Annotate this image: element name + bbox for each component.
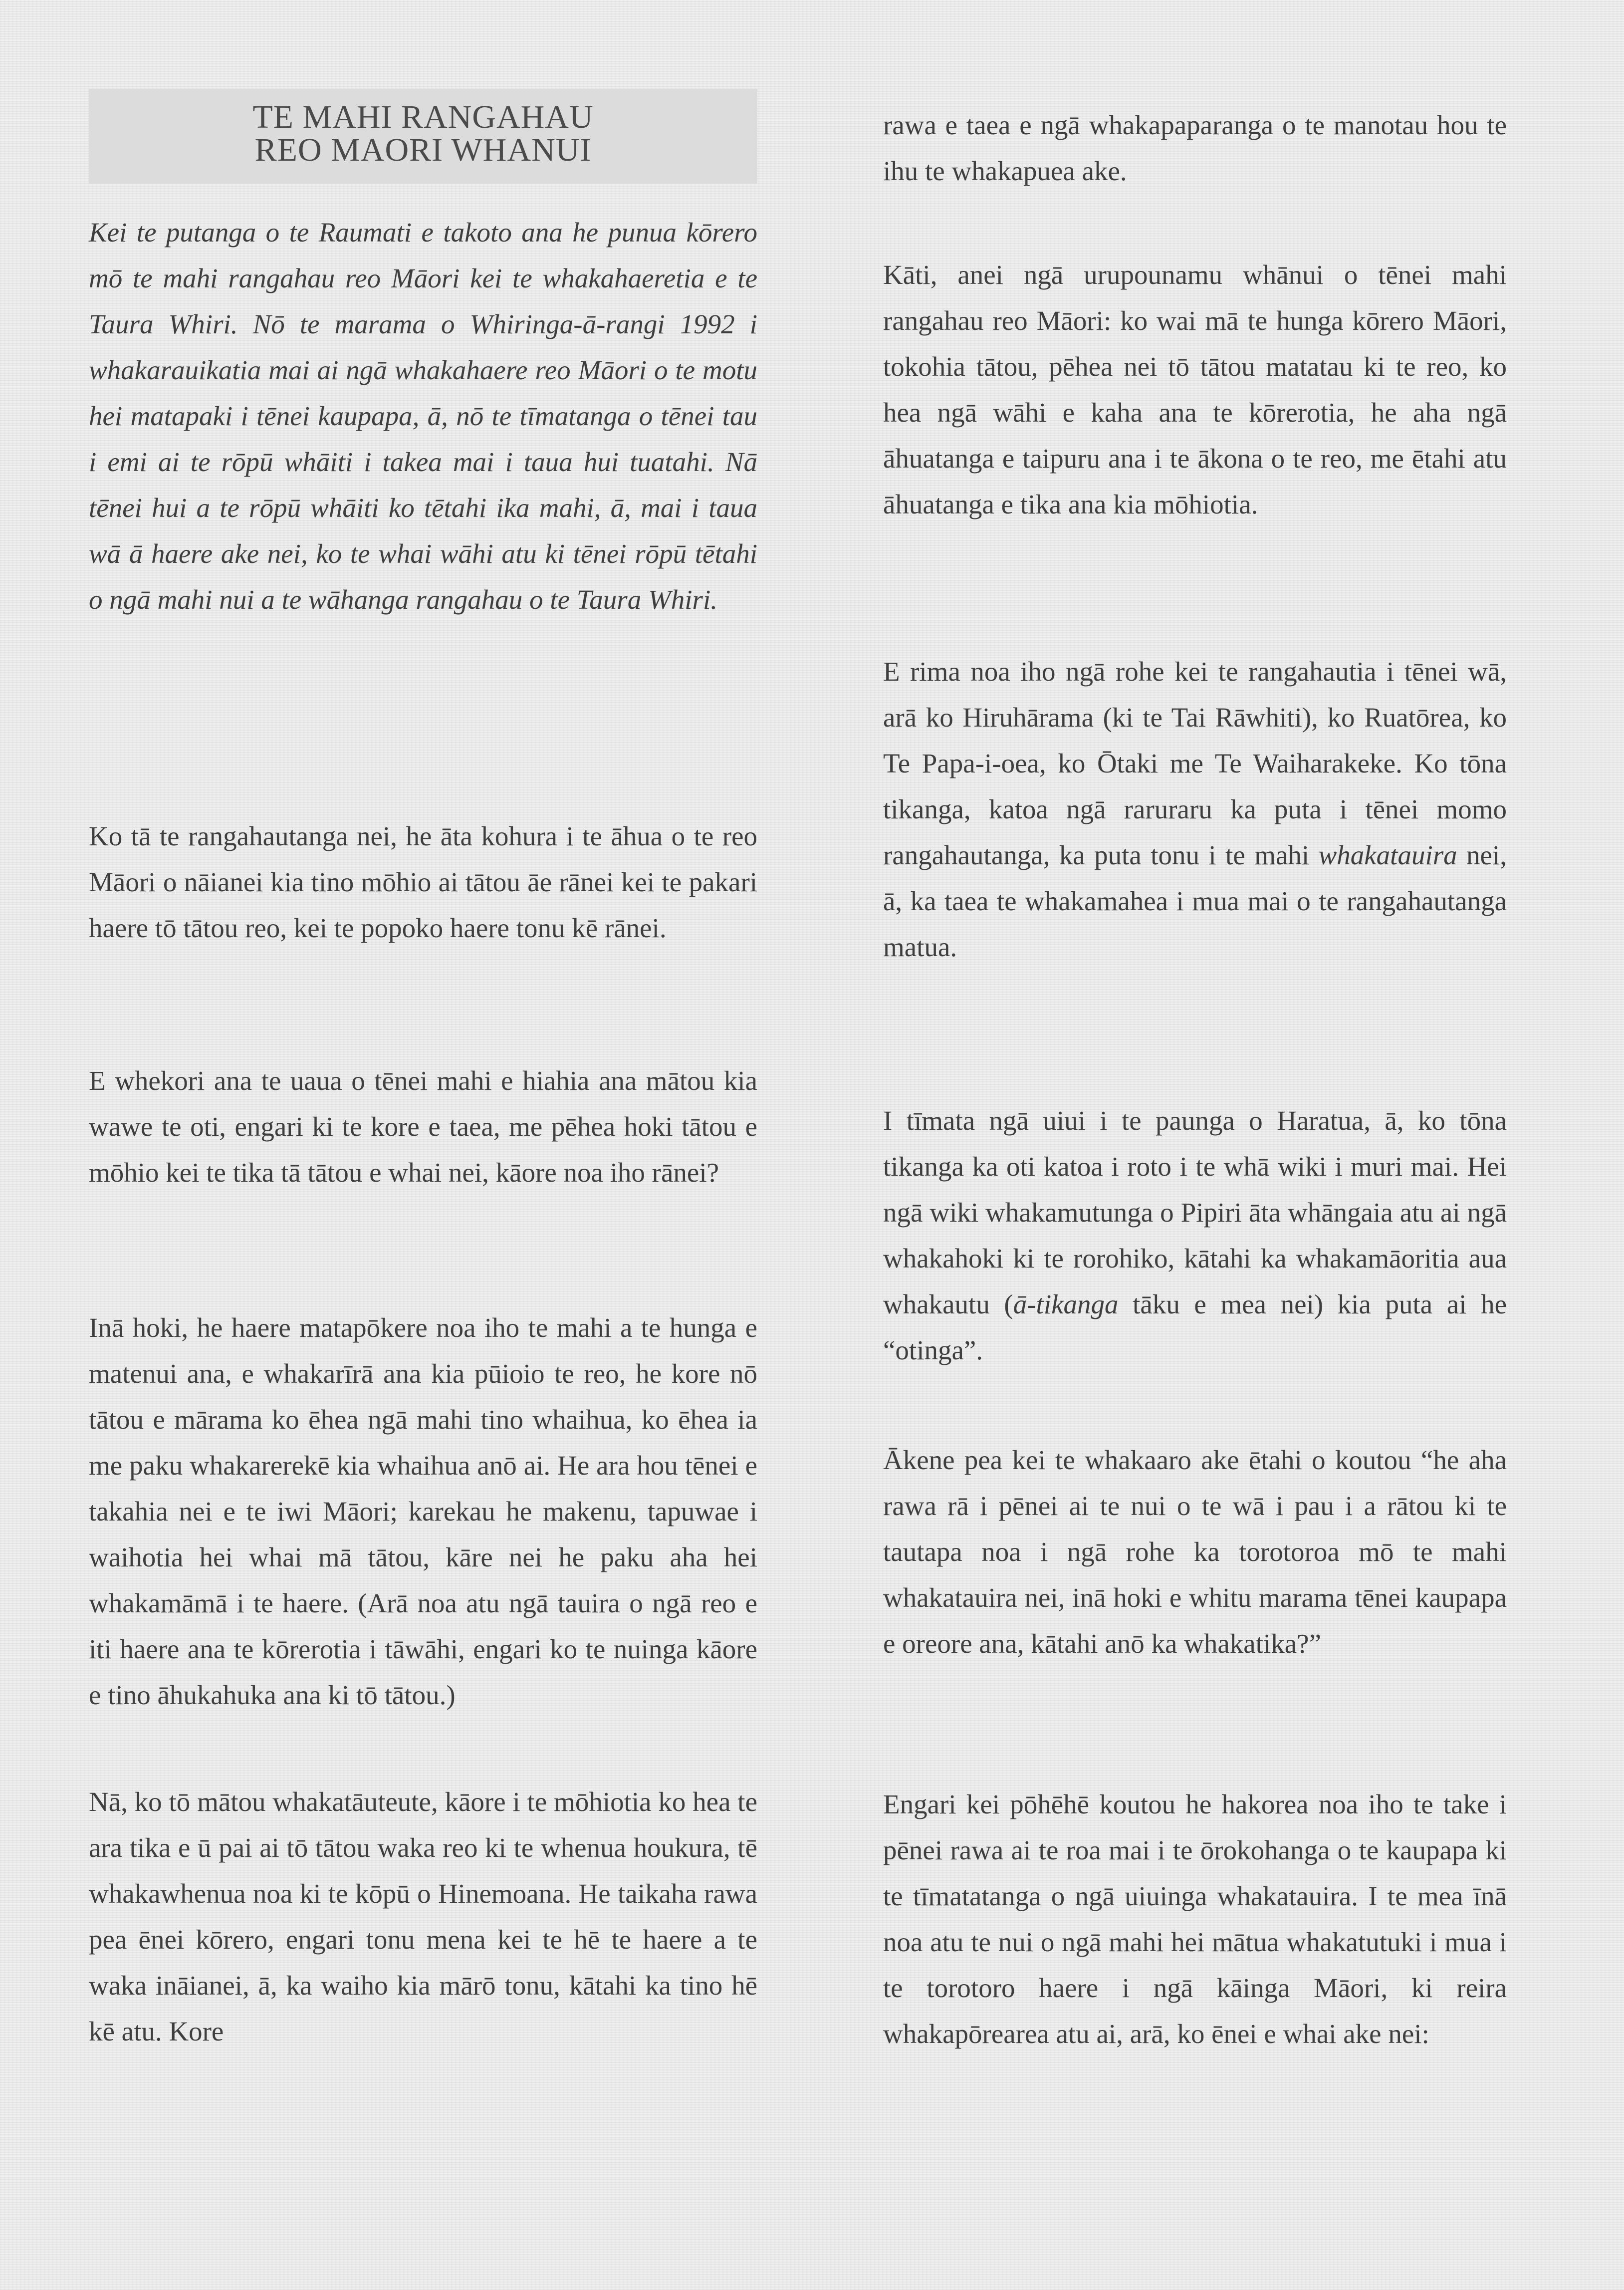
title-line-2: REO MAORI WHANUI — [254, 132, 592, 168]
paragraph-right-4 — [883, 1098, 1507, 1373]
paragraph-left-1: Ko tā te rangahautanga nei, he āta kohura i te āhua o te reo Māori o nāianei kia tino mōhio ai tātou āe rānei kei te pakari haere tō tātou reo, kei te popoko haere tonu kē rānei. — [89, 821, 757, 943]
paragraph-right-4-text: I tīmata ngā uiui i te paunga o Haratua, ā, ko tōna tikanga ka oti katoa i roto i te whā wiki i muri mai. Hei ngā wiki whakamutunga o Pipiri āta whāngaia atu ai ngā whakahoki ki te rorohiko, kātahi ka whakamāoritia aua whakautu ( — [883, 1105, 1507, 1319]
title-line-1: TE MAHI RANGAHAU — [252, 99, 594, 135]
paragraph-left-2: E whekori ana te uaua o tēnei mahi e hiahia ana mātou kia wawe te oti, engari ki te kore e taea, me pēhea hoki tātou e mōhio kei te tika tā tātou e whai nei, kāore noa iho rānei? — [89, 1065, 757, 1188]
emphasis-whakatauira: whakatauira — [1318, 840, 1457, 870]
paragraph-right-2: Kāti, anei ngā urupounamu whānui o tēnei mahi rangahau reo Māori: ko wai mā te hunga kōrero Māori, tokohia tātou, pēhea nei tō tātou matatau ki te reo, ko hea ngā wāhi e kaha ana te kōrerotia, he aha ngā āhuatanga e taipuru ana i te ākona o te reo, me ētahi atu āhuatanga e tika ana kia mōhiotia. — [883, 259, 1507, 519]
paragraph-right-1: rawa e taea e ngā whakapaparanga o te manotau hou te ihu te whakapuea ake. — [883, 110, 1507, 186]
emphasis-a-tikanga: ā-tikanga — [1013, 1289, 1119, 1319]
paragraph-right-3 — [883, 649, 1507, 970]
paragraph-left-4: Nā, ko tō mātou whakatāuteute, kāore i te mōhiotia ko hea te ara tika e ū pai ai tō tātou waka reo ki te whenua houkura, tē whakawhenua noa ki te kōpū o Hinemoana. He taikaha rawa pea ēnei kōrero, engari tonu mena kei te hē te haere a te waka ināianei, ā, ka waiho kia mārō tonu, kātahi ka tino hē kē atu. Kore — [89, 1786, 757, 2046]
paragraph-right-4-end: tāku e mea nei) kia puta ai he “otinga”. — [883, 1289, 1507, 1365]
title-banner — [89, 89, 757, 184]
paragraph-left-3: Inā hoki, he haere matapōkere noa iho te mahi a te hunga e matenui ana, e whakarīrā ana kia pūioio te reo, he kore nō tātou e mārama ko ēhea ngā mahi tino whaihua, ko ēhea ia me paku whakarerekē kia whaihua anō ai. He ara hou tēnei e takahia nei e te iwi Māori; karekau he makenu, tapuwae i waihotia hei whai mā tātou, kāre nei he paku aha hei whakamāmā i te haere. (Arā noa atu ngā tauira o ngā reo e iti haere ana te kōrerotia i tāwāhi, engari ko te nuinga kāore e tino āhukahuka ana ki tō tātou.) — [89, 1312, 757, 1710]
paragraph-right-5: Ākene pea kei te whakaaro ake ētahi o koutou “he aha rawa rā i pēnei ai te nui o te wā i pau i a rātou ki te tautapa noa i ngā rohe ka torotoroa mō te mahi whakatauira nei, inā hoki e whitu marama tēnei kaupapa e oreore ana, kātahi anō ka whakatika?” — [883, 1445, 1507, 1659]
paragraph-right-6: Engari kei pōhēhē koutou he hakorea noa iho te take i pēnei rawa ai te roa mai i te ōrokohanga o te kaupapa ki te tīmatatanga o ngā uiuinga whakatauira. I te mea īnā noa atu te nui o ngā mahi hei mātua whakatutuki i mua i te torotoro haere i ngā kāinga Māori, ki reira whakapōrearea atu ai, arā, ko ēnei e whai ake nei: — [883, 1789, 1507, 2049]
paragraph-right-3-text: E rima noa iho ngā rohe kei te rangahautia i tēnei wā, arā ko Hiruhārama (ki te Tai Rāwhiti), ko Ruatōrea, ko Te Papa-i-oea, ko Ōtaki me Te Waiharakeke. Ko tōna tikanga, katoa ngā raruraru ka puta i tēnei momo rangahautanga, ka puta tonu i te mahi — [883, 656, 1507, 870]
intro-paragraph: Kei te putanga o te Raumati e takoto ana he punua kōrero mō te mahi rangahau reo Māori kei te whakahaeretia e te Taura Whiri. Nō te marama o Whiringa-ā-rangi 1992 i whakarauikatia mai ai ngā whakahaere reo Māori o te motu hei matapaki i tēnei kaupapa, ā, nō te tīmatanga o tēnei tau i emi ai te rōpū whāiti i takea mai i taua hui tuatahi. Nā tēnei hui a te rōpū whāiti ko tētahi ika mahi, ā, mai i taua wā ā haere ake nei, ko te whai wāhi atu ki tēnei rōpū tētahi o ngā mahi nui a te wāhanga rangahau o te Taura Whiri. — [89, 217, 757, 615]
paragraph-right-3-end: nei, ā, ka taea te whakamahea i mua mai o te rangahautanga matua. — [883, 840, 1507, 962]
